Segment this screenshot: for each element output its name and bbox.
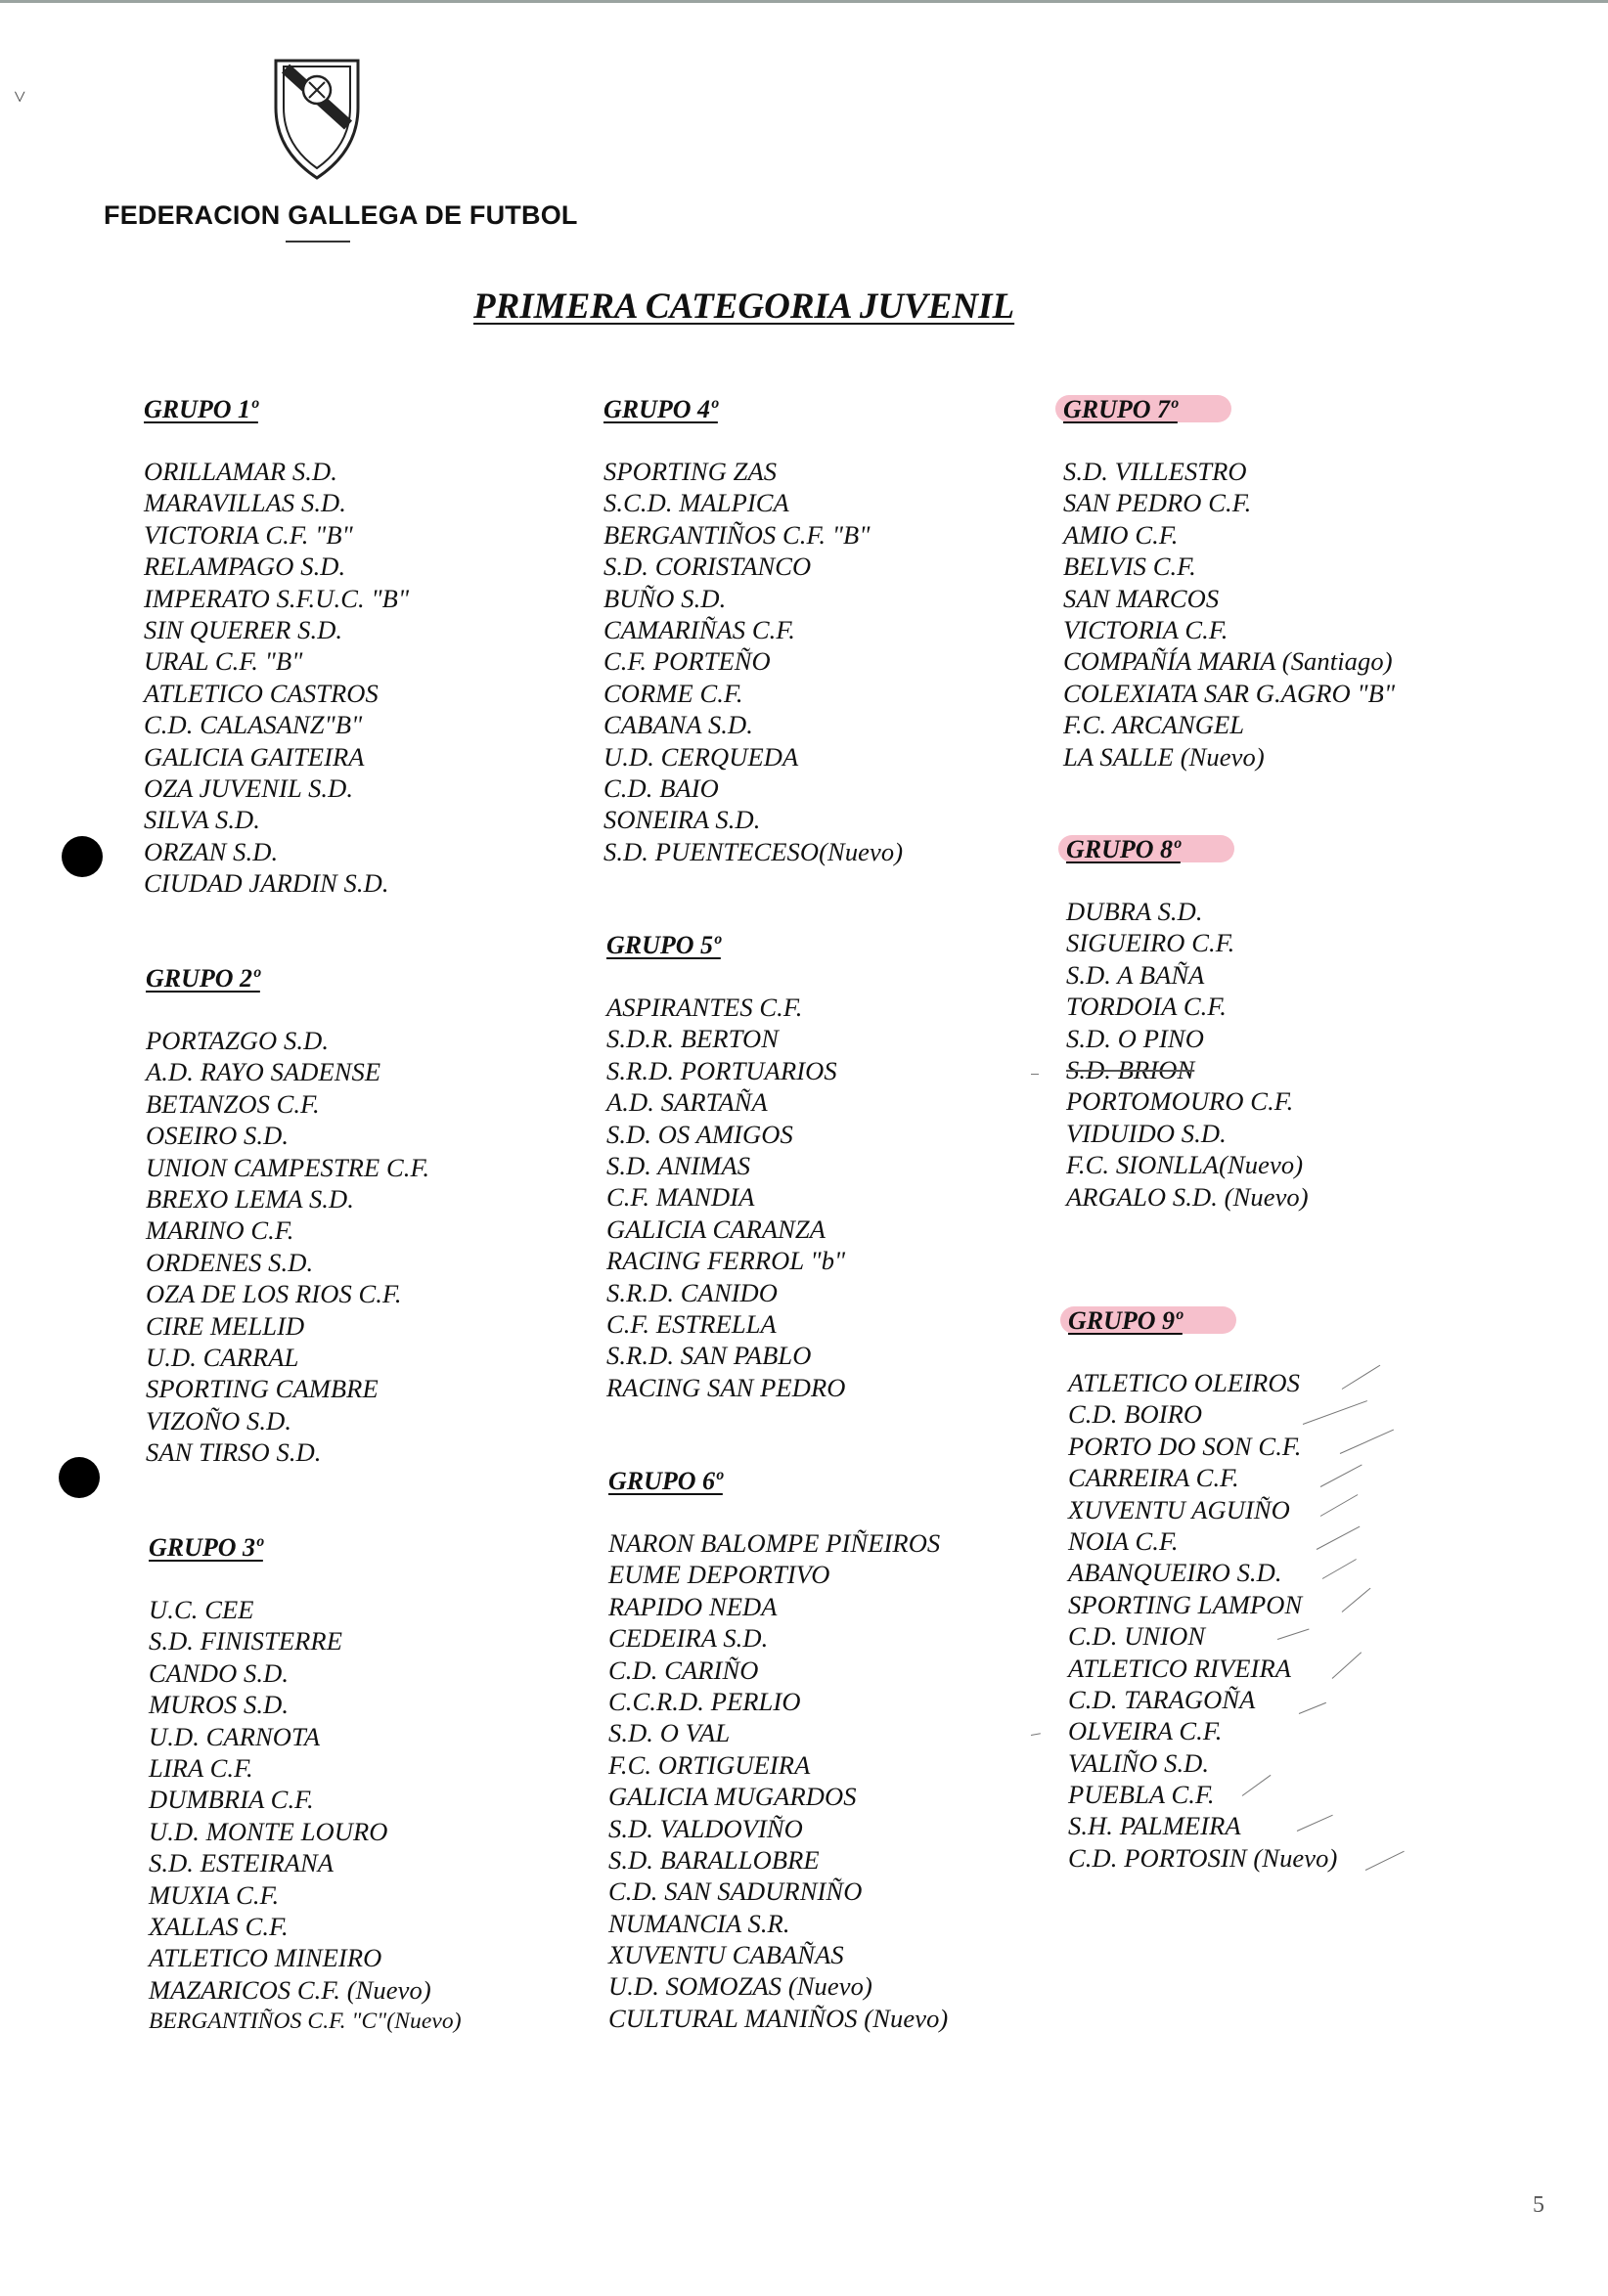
- group-4: [603, 393, 903, 867]
- group-5: [606, 929, 846, 1403]
- list-item: XUVENTU CABAÑAS: [608, 1940, 844, 1970]
- list-item: CIUDAD JARDIN S.D.: [144, 868, 389, 899]
- list-item: ORILLAMAR S.D.: [144, 457, 337, 486]
- list-item: U.D. SOMOZAS (Nuevo): [608, 1971, 872, 2002]
- list-item: CORME C.F.: [603, 678, 743, 708]
- list-item: SONEIRA S.D.: [603, 805, 761, 835]
- list-item: C.F. MANDIA: [606, 1182, 755, 1213]
- team-list: [146, 1025, 429, 1468]
- list-item: ATLETICO RIVEIRA: [1068, 1653, 1292, 1683]
- list-item: C.D. BAIO: [603, 773, 719, 803]
- list-item: ABANQUEIRO S.D.: [1068, 1558, 1282, 1588]
- list-item: XALLAS C.F.: [149, 1911, 289, 1941]
- list-item: S.D. BARALLOBRE: [608, 1844, 820, 1875]
- list-item: U.D. CERQUEDA: [603, 741, 799, 772]
- list-item: S.D. O PINO: [1066, 1023, 1204, 1053]
- tick-mark: [1031, 1733, 1041, 1736]
- list-item: ARGALO S.D. (Nuevo): [1066, 1181, 1309, 1212]
- list-item: C.D. CALASANZ"B": [144, 710, 363, 740]
- group-title: GRUPO 1º: [144, 395, 258, 423]
- list-item: S.D. VALDOVIÑO: [608, 1813, 803, 1843]
- group-title: GRUPO 2º: [146, 964, 260, 993]
- list-item: S.D. BRION: [1066, 1054, 1195, 1084]
- list-item: C.F. ESTRELLA: [606, 1308, 777, 1339]
- list-item: S.D. CORISTANCO: [603, 552, 812, 582]
- list-item: SILVA S.D.: [144, 805, 261, 835]
- group-title-text: GRUPO 9º: [1068, 1306, 1183, 1335]
- list-item: S.D. ANIMAS: [606, 1150, 751, 1180]
- team-list: [149, 1594, 462, 2037]
- list-item: PORTAZGO S.D.: [146, 1026, 330, 1055]
- list-item: SIGUEIRO C.F.: [1066, 928, 1235, 958]
- list-item: F.C. ARCANGEL: [1063, 710, 1245, 740]
- list-item: CULTURAL MANIÑOS (Nuevo): [608, 2003, 949, 2033]
- list-item: LA SALLE (Nuevo): [1063, 741, 1265, 772]
- list-item: F.C. ORTIGUEIRA: [608, 1749, 811, 1780]
- list-item: OZA JUVENIL S.D.: [144, 773, 354, 803]
- list-item: BETANZOS C.F.: [146, 1088, 320, 1119]
- list-item: S.D. O VAL: [608, 1718, 731, 1748]
- list-item: C.D. BOIRO: [1068, 1399, 1203, 1430]
- scan-mark-icon: ˅: [14, 84, 26, 109]
- list-item: S.H. PALMEIRA: [1068, 1811, 1241, 1841]
- list-item: COLEXIATA SAR G.AGRO "B": [1063, 678, 1396, 708]
- list-item: XUVENTU AGUIÑO: [1068, 1494, 1290, 1524]
- list-item: CANDO S.D.: [149, 1657, 290, 1688]
- list-item: DUBRA S.D.: [1066, 897, 1203, 926]
- federation-logo: [272, 57, 362, 182]
- list-item: ATLETICO CASTROS: [144, 678, 379, 708]
- team-list: [144, 456, 409, 899]
- group-6: [608, 1465, 948, 2034]
- list-item: A.D. RAYO SADENSE: [146, 1057, 381, 1087]
- list-item: U.D. CARRAL: [146, 1342, 299, 1372]
- page-top-edge: [0, 0, 1608, 3]
- list-item: F.C. SIONLLA(Nuevo): [1066, 1150, 1304, 1180]
- group-1: [144, 393, 409, 899]
- list-item: BUÑO S.D.: [603, 583, 727, 613]
- list-item: RELAMPAGO S.D.: [144, 552, 346, 582]
- group-7: [1063, 393, 1395, 773]
- list-item: SIN QUERER S.D.: [144, 614, 343, 644]
- list-item: S.C.D. MALPICA: [603, 488, 789, 518]
- list-item: C.D. CARIÑO: [608, 1655, 759, 1685]
- list-item: SPORTING LAMPON: [1068, 1589, 1303, 1619]
- list-item: GALICIA MUGARDOS: [608, 1782, 857, 1812]
- group-title-text: GRUPO 7º: [1063, 395, 1178, 423]
- list-item: C.D. UNION: [1068, 1621, 1206, 1652]
- list-item: CIRE MELLID: [146, 1310, 305, 1341]
- list-item: EUME DEPORTIVO: [608, 1560, 830, 1590]
- list-item: NARON BALOMPE PIÑEIROS: [608, 1528, 941, 1558]
- group-title-text: GRUPO 8º: [1066, 835, 1181, 863]
- list-item: OZA DE LOS RIOS C.F.: [146, 1279, 402, 1309]
- list-item: S.D. VILLESTRO: [1063, 457, 1247, 486]
- list-item: GALICIA GAITEIRA: [144, 741, 365, 772]
- list-item: TORDOIA C.F.: [1066, 992, 1227, 1022]
- list-item: ATLETICO OLEIROS: [1068, 1368, 1300, 1397]
- list-item: CABANA S.D.: [603, 710, 753, 740]
- list-item: S.D. PUENTECESO(Nuevo): [603, 836, 904, 866]
- group-title: GRUPO 3º: [149, 1533, 263, 1562]
- page-title: PRIMERA CATEGORIA JUVENIL: [473, 287, 1015, 327]
- list-item: MAZARICOS C.F. (Nuevo): [149, 1974, 431, 2005]
- list-item: DUMBRIA C.F.: [149, 1785, 314, 1815]
- list-item: BREXO LEMA S.D.: [146, 1183, 354, 1214]
- list-item: OSEIRO S.D.: [146, 1121, 290, 1151]
- list-item: C.F. PORTEÑO: [603, 646, 771, 677]
- list-item: LIRA C.F.: [149, 1752, 253, 1783]
- list-item: SAN MARCOS: [1063, 583, 1220, 613]
- list-item: S.R.D. PORTUARIOS: [606, 1055, 837, 1085]
- group-title: GRUPO 4º: [603, 395, 718, 423]
- group-title: [1068, 1304, 1337, 1346]
- group-9: [1068, 1304, 1337, 1874]
- list-item: NUMANCIA S.R.: [608, 1908, 790, 1938]
- list-item: S.R.D. SAN PABLO: [606, 1341, 812, 1371]
- list-item: BELVIS C.F.: [1063, 552, 1196, 582]
- list-item: AMIO C.F.: [1063, 519, 1179, 550]
- list-item: SPORTING ZAS: [603, 457, 778, 486]
- team-list: [1068, 1367, 1337, 1874]
- list-item: VICTORIA C.F.: [1063, 614, 1228, 644]
- list-item: ORZAN S.D.: [144, 836, 279, 866]
- list-item: S.D.R. BERTON: [606, 1024, 780, 1054]
- list-item: SAN TIRSO S.D.: [146, 1437, 322, 1468]
- group-title: [1063, 393, 1395, 434]
- punch-hole: [59, 1457, 100, 1498]
- list-item: S.D. FINISTERRE: [149, 1626, 343, 1656]
- list-item: U.C. CEE: [149, 1595, 254, 1624]
- list-item: CEDEIRA S.D.: [608, 1623, 769, 1654]
- list-item: VIZOÑO S.D.: [146, 1405, 292, 1435]
- list-item: VALIÑO S.D.: [1068, 1747, 1210, 1778]
- list-item: BERGANTIÑOS C.F. "B": [603, 519, 871, 550]
- federation-name: FEDERACION GALLEGA DE FUTBOL: [104, 200, 578, 230]
- page-number: 5: [1533, 2192, 1544, 2218]
- list-item: S.D. A BAÑA: [1066, 959, 1205, 990]
- list-item: C.D. PORTOSIN (Nuevo): [1068, 1842, 1338, 1873]
- list-item: NOIA C.F.: [1068, 1525, 1179, 1556]
- list-item: CARREIRA C.F.: [1068, 1463, 1239, 1493]
- team-list: [606, 992, 846, 1403]
- list-item: SPORTING CAMBRE: [146, 1374, 379, 1404]
- list-item: IMPERATO S.F.U.C. "B": [144, 583, 410, 613]
- list-item: C.D. TARAGOÑA: [1068, 1684, 1256, 1714]
- list-item: MUXIA C.F.: [149, 1879, 280, 1910]
- list-item: UNION CAMPESTRE C.F.: [146, 1152, 430, 1182]
- list-item: ATLETICO MINEIRO: [149, 1943, 382, 1973]
- divider: [286, 241, 350, 243]
- punch-hole: [62, 836, 103, 877]
- list-item: MARAVILLAS S.D.: [144, 488, 347, 518]
- list-item: VIDUIDO S.D.: [1066, 1118, 1227, 1148]
- list-item: RACING SAN PEDRO: [606, 1372, 846, 1402]
- list-item: RACING FERROL "b": [606, 1246, 846, 1276]
- list-item: S.D. ESTEIRANA: [149, 1848, 335, 1878]
- list-item: PORTOMOURO C.F.: [1066, 1086, 1294, 1117]
- list-item: PORTO DO SON C.F.: [1068, 1431, 1302, 1461]
- group-3: [149, 1531, 462, 2037]
- list-item: URAL C.F. "B": [144, 646, 303, 677]
- list-item: VICTORIA C.F. "B": [144, 519, 353, 550]
- list-item: OLVEIRA C.F.: [1068, 1716, 1223, 1746]
- group-title: GRUPO 6º: [608, 1467, 723, 1495]
- list-item: A.D. SARTAÑA: [606, 1087, 768, 1118]
- group-title: [1066, 833, 1309, 874]
- list-item: ASPIRANTES C.F.: [606, 993, 803, 1022]
- list-item: U.D. MONTE LOURO: [149, 1816, 388, 1846]
- tick-mark: [1340, 1430, 1394, 1454]
- tick-mark: [1365, 1851, 1405, 1871]
- list-item: S.R.D. CANIDO: [606, 1277, 779, 1307]
- list-item: SAN PEDRO C.F.: [1063, 488, 1252, 518]
- tick-mark: [1342, 1365, 1381, 1390]
- team-list: [1066, 896, 1309, 1213]
- group-8: [1066, 833, 1309, 1213]
- tick-mark: [1342, 1588, 1371, 1612]
- list-item: C.D. SAN SADURNIÑO: [608, 1877, 863, 1907]
- list-item: MARINO C.F.: [146, 1215, 294, 1246]
- tick-mark: [1031, 1074, 1039, 1075]
- team-list: [603, 456, 903, 867]
- list-item: GALICIA CARANZA: [606, 1214, 826, 1244]
- list-item: C.C.R.D. PERLIO: [608, 1686, 801, 1716]
- list-item: PUEBLA C.F.: [1068, 1780, 1215, 1810]
- list-item: S.D. OS AMIGOS: [606, 1119, 793, 1149]
- group-2: [146, 962, 429, 1468]
- list-item: MUROS S.D.: [149, 1690, 290, 1720]
- list-item: COMPAÑÍA MARIA (Santiago): [1063, 646, 1393, 677]
- list-item: ORDENES S.D.: [146, 1247, 314, 1277]
- list-item: U.D. CARNOTA: [149, 1721, 321, 1751]
- team-list: [1063, 456, 1395, 773]
- group-title: GRUPO 5º: [606, 931, 721, 959]
- list-item: BERGANTIÑOS C.F. "C"(Nuevo): [149, 2009, 462, 2035]
- list-item: CAMARIÑAS C.F.: [603, 614, 795, 644]
- team-list: [608, 1527, 948, 2034]
- list-item: RAPIDO NEDA: [608, 1591, 778, 1621]
